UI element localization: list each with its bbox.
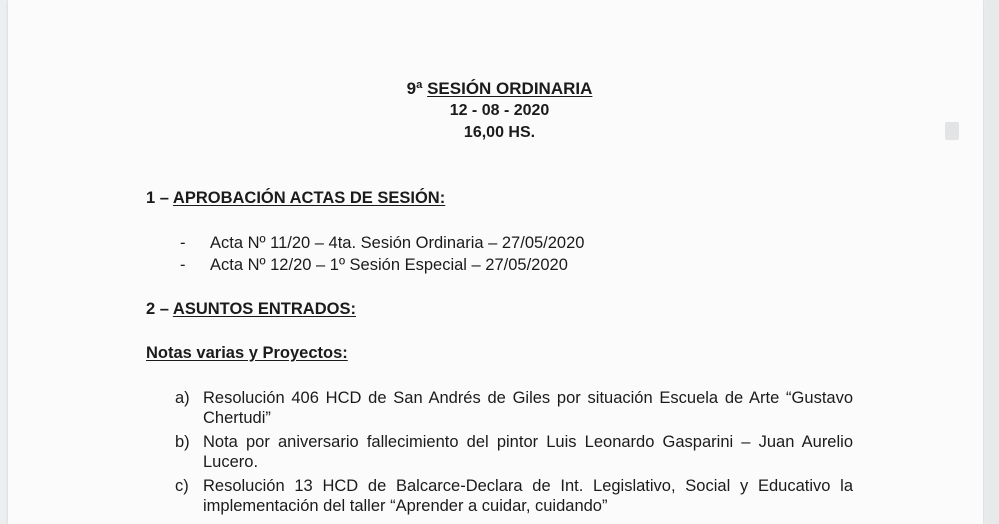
list-marker: c)	[175, 477, 189, 495]
list-item-text: Nota por aniversario fallecimiento del pintor Luis Leonardo Gasparini – Juan Aurelio Lucero.	[203, 433, 853, 471]
session-title	[0, 79, 999, 99]
list-dash: -	[180, 234, 186, 252]
list-item	[175, 432, 853, 472]
section-prefix: 1 –	[146, 189, 173, 207]
subsection-title: Notas varias y Proyectos:	[146, 344, 348, 362]
session-date: 12 - 08 - 2020	[449, 102, 550, 119]
session-title-text: SESIÓN ORDINARIA	[427, 79, 593, 98]
list-item	[175, 388, 853, 428]
list-item-text: Resolución 406 HCD de San Andrés de Giles por situación Escuela de Arte “Gustavo Chertudi”	[203, 389, 853, 427]
section-asuntos-entrados	[146, 300, 356, 319]
list-item-text: Acta Nº 12/20 – 1º Sesión Especial – 27/05/2020	[210, 256, 568, 274]
section-title: APROBACIÓN ACTAS DE SESIÓN:	[172, 189, 446, 207]
list-item	[175, 476, 853, 516]
section-aprobacion-actas	[146, 189, 445, 208]
subsection-notas-proyectos	[146, 344, 348, 363]
section-title: ASUNTOS ENTRADOS:	[172, 300, 356, 318]
list-item-text: Resolución 13 HCD de Balcarce-Declara de Int. Legislativo, Social y Educativo la implementación del taller “Aprender a cuidar, cuidando”	[203, 477, 853, 515]
notas-list	[175, 388, 853, 520]
session-number: 9ª	[406, 79, 423, 98]
list-marker: a)	[175, 389, 190, 407]
list-marker: b)	[175, 433, 190, 451]
section-prefix: 2 –	[146, 300, 173, 318]
list-item-text: Acta Nº 11/20 – 4ta. Sesión Ordinaria – 27/05/2020	[210, 234, 585, 252]
list-dash: -	[180, 256, 186, 274]
session-time: 16,00 HS.	[463, 124, 536, 141]
